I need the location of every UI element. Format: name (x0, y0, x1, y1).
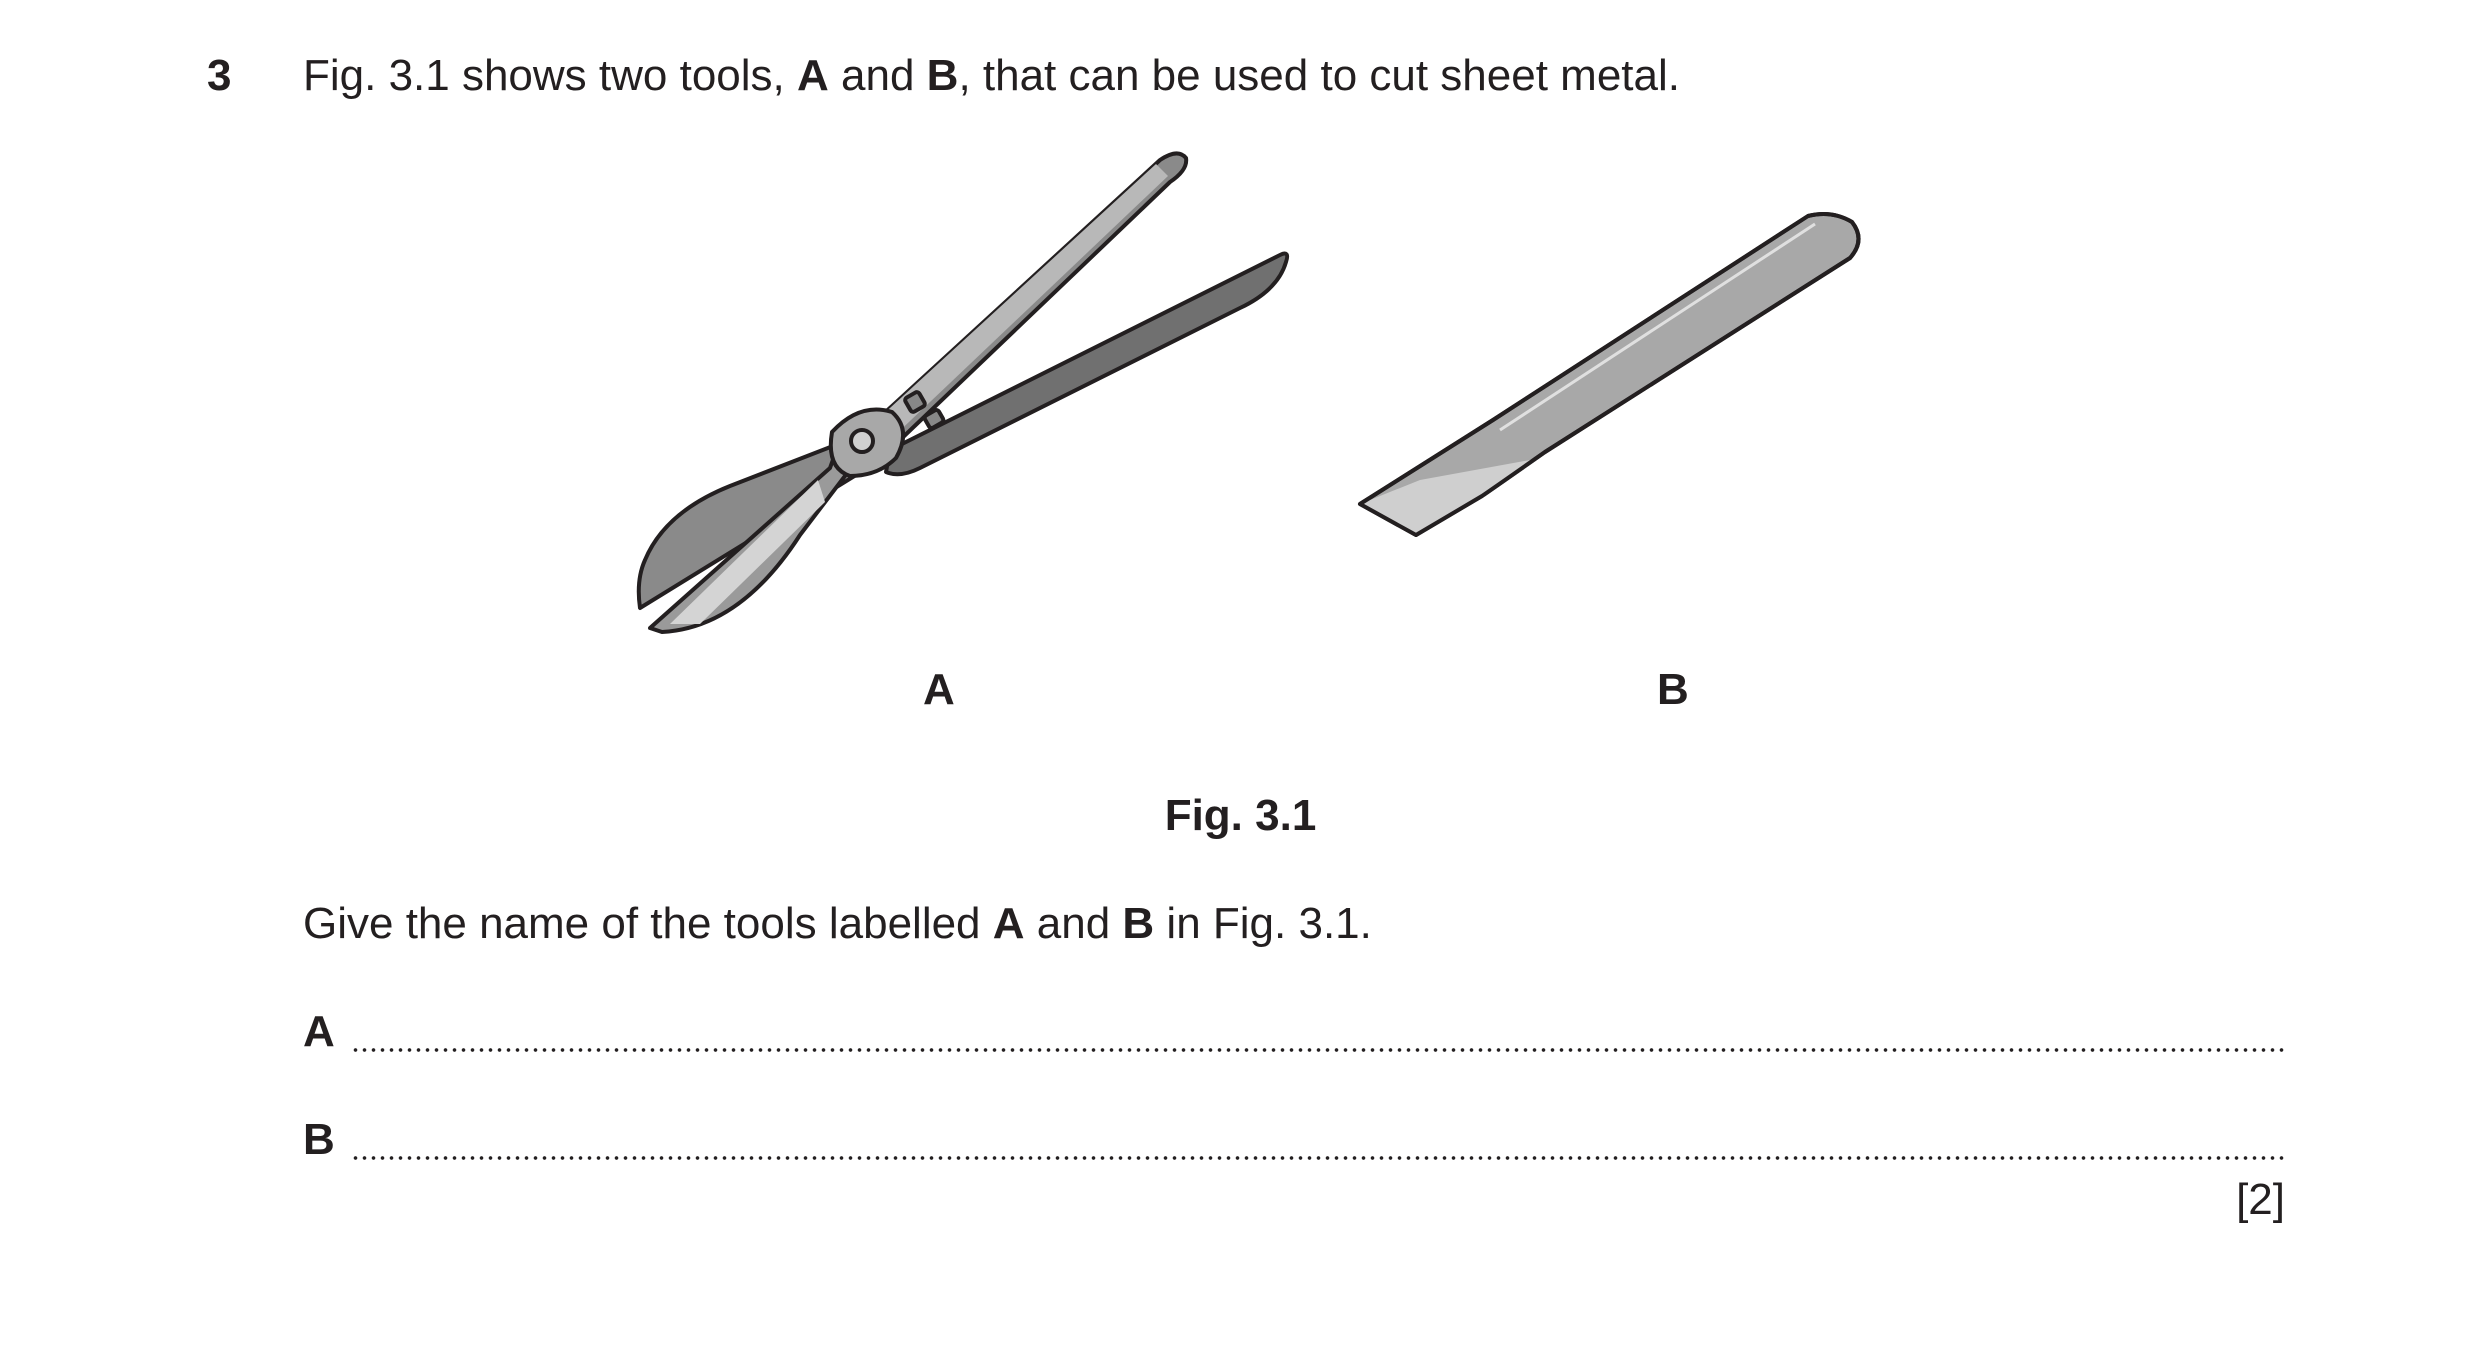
marks-allocation: [2] (2236, 1175, 2285, 1224)
answer-label-b: B (303, 1115, 335, 1164)
answer-label-a: A (303, 1007, 335, 1056)
question-number: 3 (207, 51, 232, 100)
label-b: B (1657, 665, 1689, 714)
prompt-text-1: Give the name of the tools labelled (303, 899, 993, 948)
answer-line-b[interactable] (351, 1156, 2288, 1160)
stem-bold-a: A (797, 51, 829, 100)
label-a: A (923, 665, 955, 714)
figure-3-1 (600, 140, 1920, 720)
question-prompt (303, 894, 1372, 954)
answer-row-a[interactable] (303, 1002, 2288, 1062)
stem-text-1: Fig. 3.1 shows two tools, (303, 51, 797, 100)
question-stem (303, 46, 1680, 106)
prompt-text-2: and (1024, 899, 1123, 948)
stem-bold-b: B (926, 51, 959, 100)
tools-illustration (600, 140, 1920, 720)
prompt-bold-a: A (992, 899, 1025, 948)
prompt-bold-b: B (1122, 899, 1155, 948)
cold-chisel-icon (1360, 214, 1859, 535)
figure-caption: Fig. 3.1 (1164, 791, 1317, 840)
stem-text-2: and (828, 51, 927, 100)
answer-line-a[interactable] (351, 1048, 2288, 1052)
answer-row-b[interactable] (303, 1110, 2288, 1170)
stem-text-3: , that can be used to cut sheet metal. (958, 51, 1680, 100)
tin-snips-icon (639, 153, 1287, 632)
prompt-text-3: in Fig. 3.1. (1154, 899, 1372, 948)
